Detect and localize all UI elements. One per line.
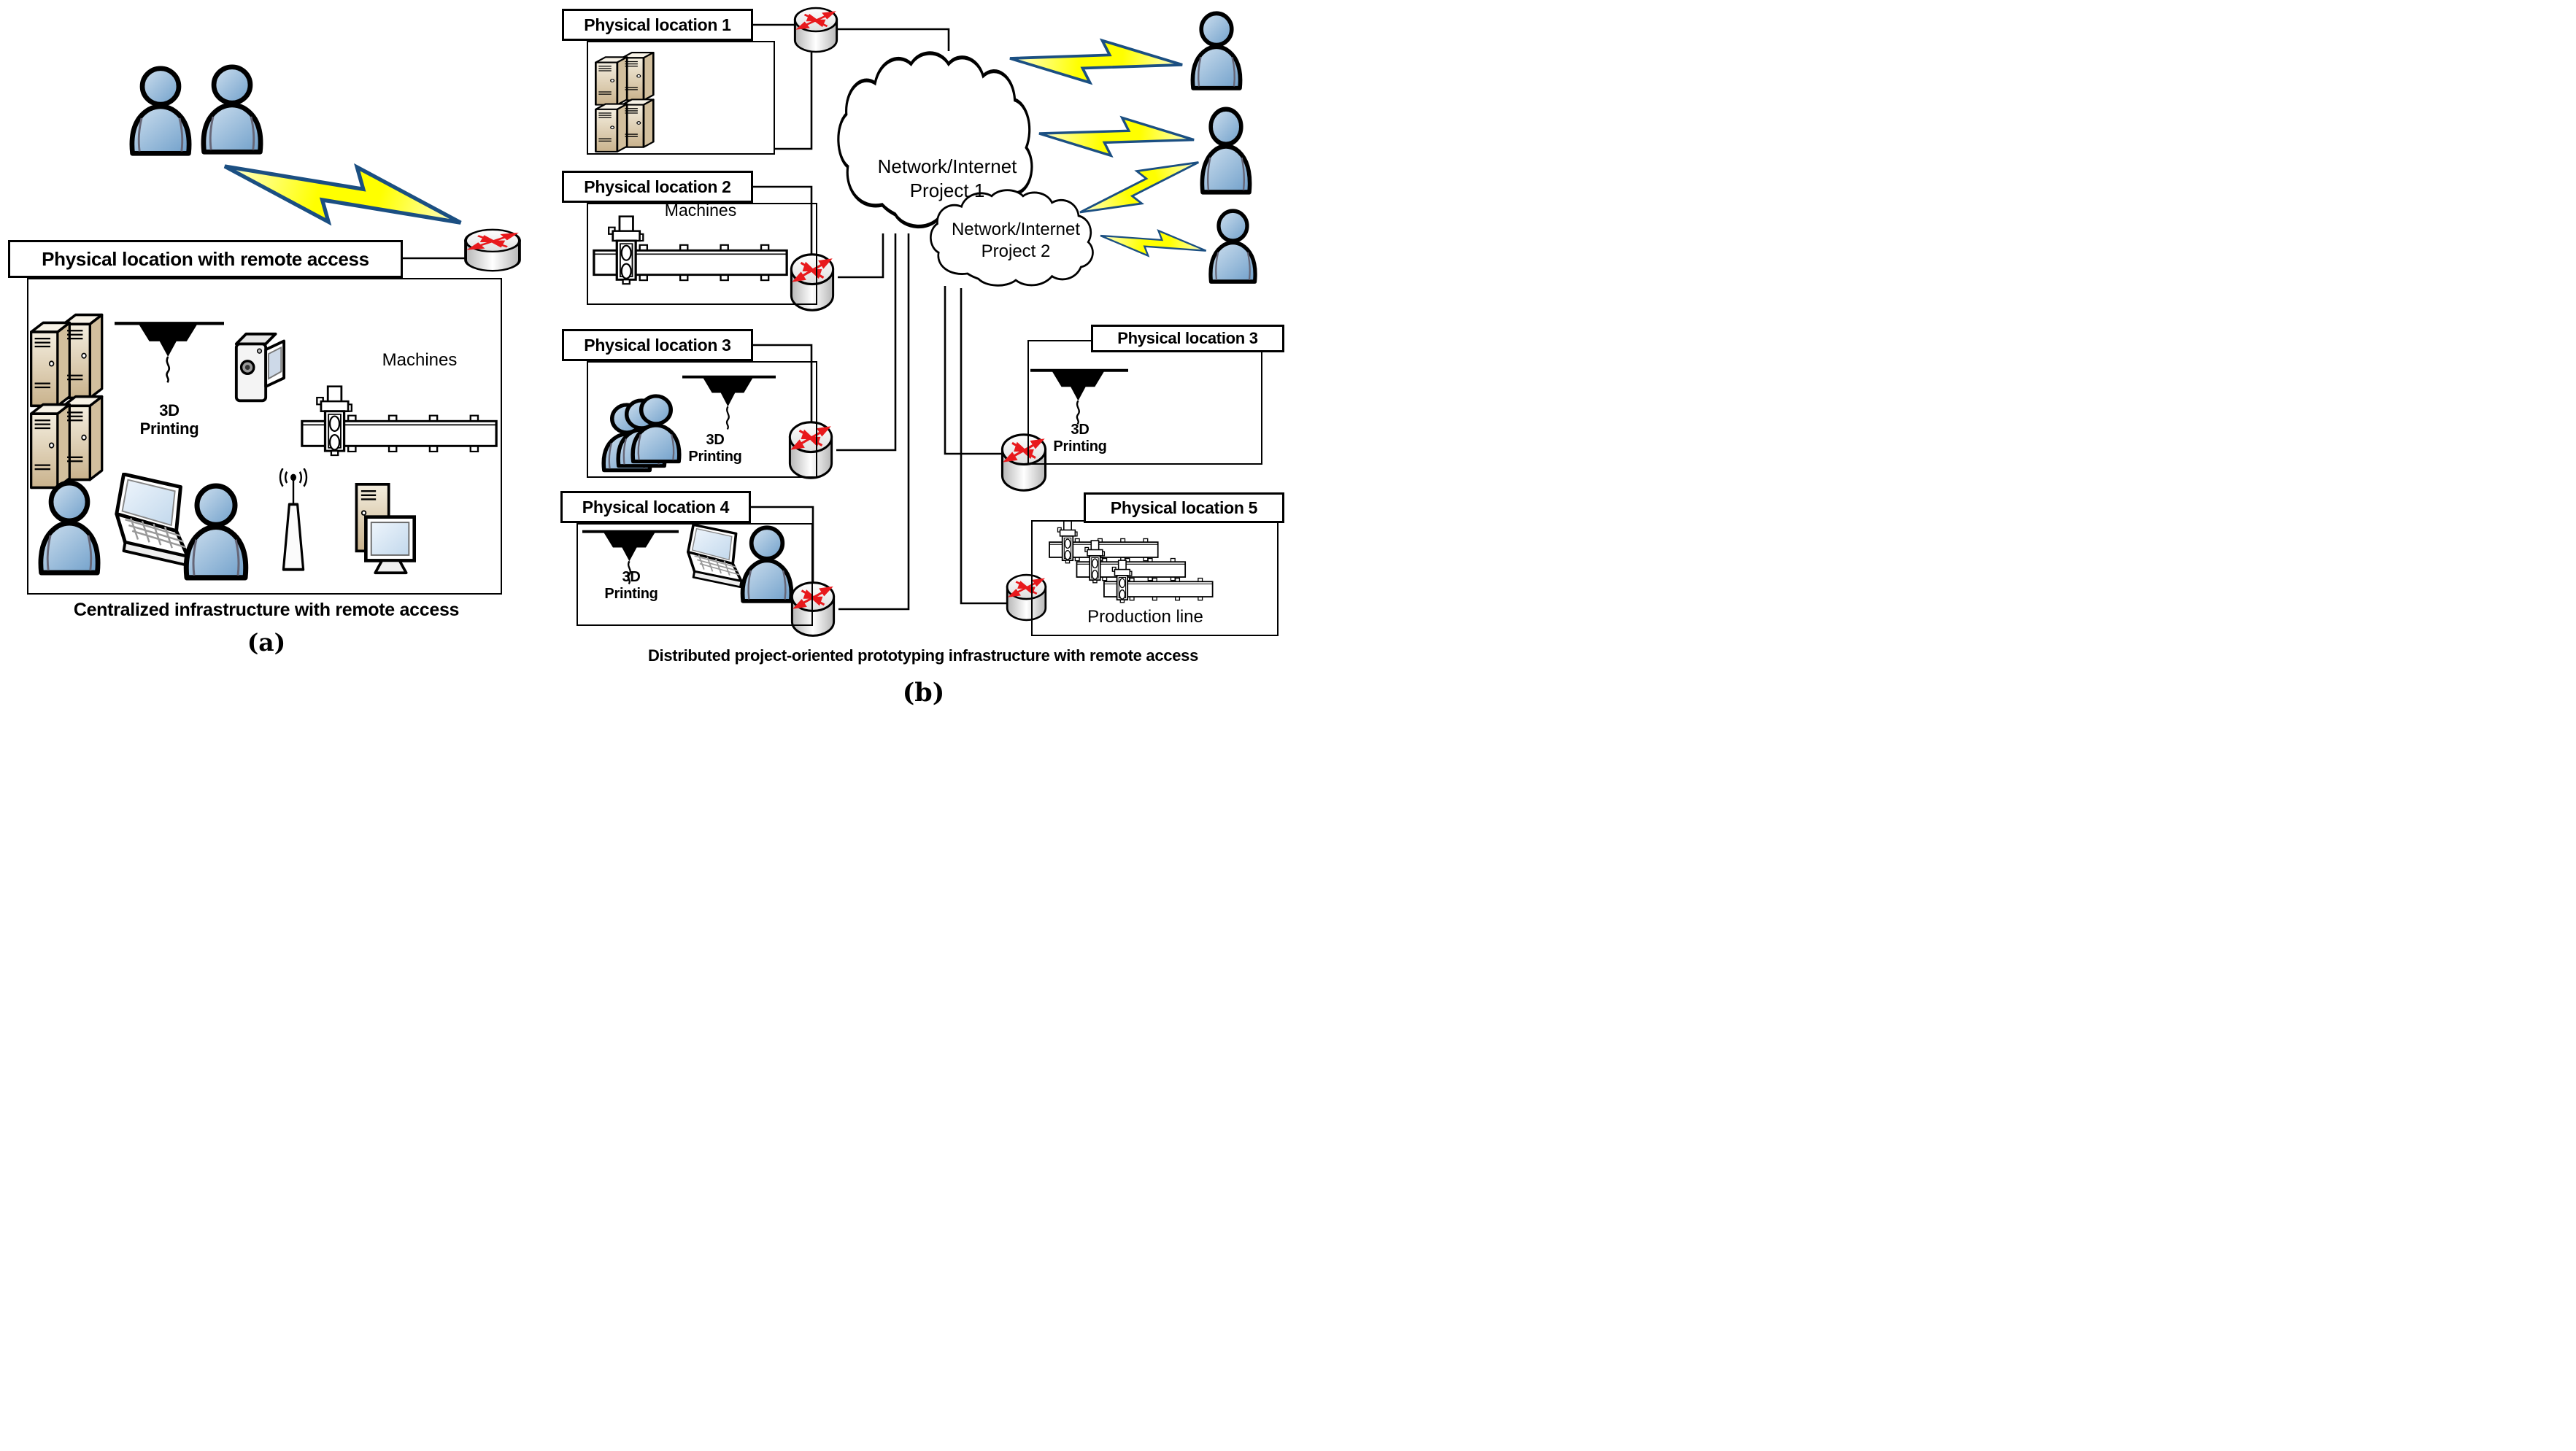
- cloud2-label: [928, 219, 1103, 263]
- machines-b-text: Machines: [664, 201, 737, 220]
- machines-b-label: [642, 201, 759, 220]
- person-icon: [1192, 13, 1240, 88]
- router-icon: [466, 230, 520, 271]
- tag-b: [896, 678, 951, 708]
- caption-b-text: Distributed project-oriented prototyping infrastructure with remote access: [647, 646, 1199, 665]
- line-router1-cloud1: [837, 29, 949, 51]
- printing-a-label: [115, 401, 224, 438]
- b-loc3-label: [562, 329, 753, 361]
- caption-a-text: Centralized infrastructure with remote access: [73, 600, 460, 620]
- printing-loc4-line1: 3D: [622, 569, 641, 585]
- printing-a-line2: Printing: [139, 419, 199, 438]
- line-router1-box1: [775, 53, 811, 149]
- tag-b-text: (b): [902, 678, 945, 708]
- cloud2-line1: Network/Internet: [951, 220, 1081, 239]
- figure-canvas: [0, 0, 1288, 726]
- printing-loc3r-line1: 3D: [1071, 422, 1090, 438]
- lightning-bolt-icon: [1009, 33, 1184, 90]
- printing-loc3-line2: Printing: [688, 449, 742, 465]
- lightning-bolt-icon: [1073, 150, 1205, 225]
- location-a-label-text: Physical location with remote access: [42, 247, 369, 270]
- machines-a-label: [361, 350, 478, 371]
- b-loc4-label-text: Physical location 4: [582, 497, 730, 516]
- person-icon: [204, 67, 261, 152]
- production-line-text: Production line: [1087, 607, 1203, 627]
- b-loc3-label-text: Physical location 3: [584, 335, 731, 355]
- trunk-cloud1-router2: [838, 233, 883, 277]
- printing-loc3r-line2: Printing: [1053, 438, 1107, 454]
- person-icon: [1202, 109, 1249, 193]
- trunk-cloud2-router5: [945, 286, 1003, 454]
- b-loc1-label: [562, 9, 753, 41]
- printing-loc4-line2: Printing: [604, 586, 658, 602]
- cloud1-label: [845, 155, 1049, 202]
- cloud1-line2: Project 1: [909, 179, 985, 201]
- b-loc3-right-label: [1091, 325, 1284, 352]
- b-loc3-right-label-text: Physical location 3: [1117, 329, 1258, 347]
- trunk-cloud1-router4: [838, 233, 909, 609]
- b-loc4-label: [560, 491, 751, 523]
- person-icon: [1211, 211, 1255, 282]
- machines-a-text: Machines: [382, 350, 458, 370]
- lightning-bolt-icon: [1098, 220, 1208, 267]
- router-icon: [795, 8, 836, 52]
- b-loc1-label-text: Physical location 1: [584, 15, 731, 34]
- tag-a: [241, 629, 292, 657]
- location-a-label: [8, 240, 403, 278]
- trunk-cloud1-router3: [836, 233, 895, 450]
- printing-a-line1: 3D: [159, 401, 180, 419]
- printing-loc4-label: [584, 569, 679, 603]
- b-loc2-label-text: Physical location 2: [584, 177, 731, 196]
- b-loc1-box: [587, 41, 775, 155]
- cloud2-line2: Project 2: [981, 241, 1051, 261]
- printing-loc3-label: [668, 432, 763, 465]
- b-loc5-label-text: Physical location 5: [1110, 498, 1258, 517]
- location-a-box: [27, 278, 502, 595]
- printing-loc3r-label: [1036, 422, 1124, 455]
- caption-a: [40, 600, 493, 621]
- printing-loc3-line1: 3D: [706, 432, 725, 448]
- production-line-label: [1067, 607, 1224, 627]
- tag-a-text: (a): [247, 628, 286, 657]
- lightning-bolt-icon: [1038, 110, 1195, 163]
- b-loc2-label: [562, 171, 753, 203]
- caption-b: [628, 646, 1219, 665]
- trunk-cloud2-router6: [961, 288, 1009, 603]
- person-icon: [132, 69, 189, 153]
- b-loc5-label: [1084, 492, 1284, 523]
- cloud1-line1: Network/Internet: [877, 155, 1017, 177]
